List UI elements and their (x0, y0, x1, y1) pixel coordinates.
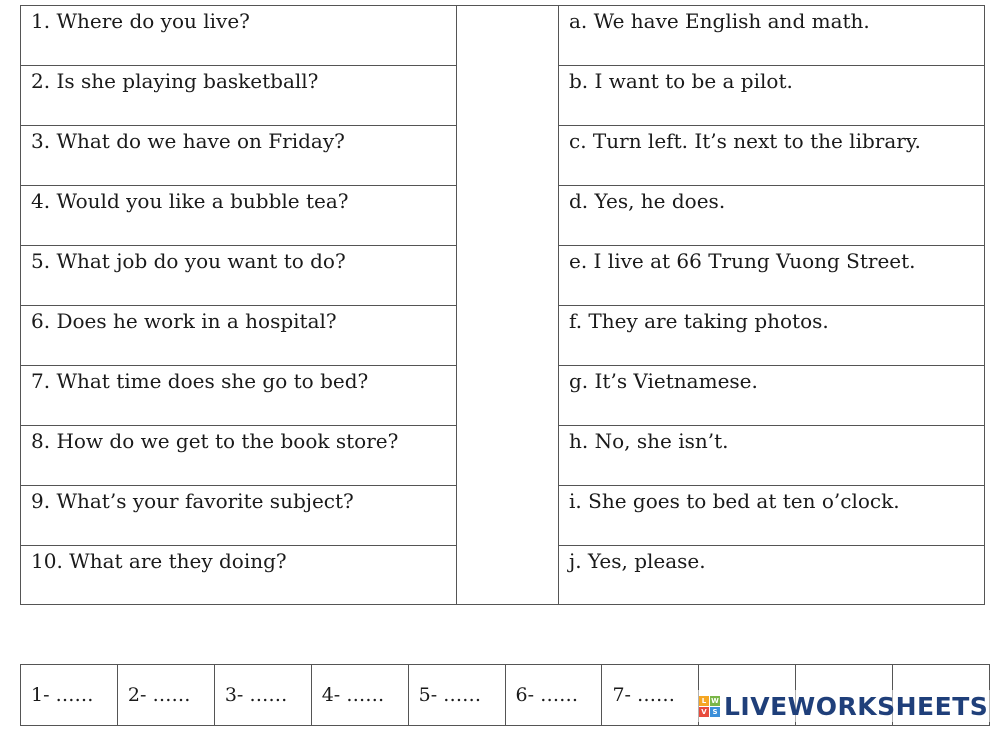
questions-column (21, 6, 457, 604)
logo-grid-letter: S (710, 707, 720, 717)
question-cell: 6. Does he work in a hospital? (21, 306, 456, 366)
question-cell: 7. What time does she go to bed? (21, 366, 456, 426)
blank-column (457, 6, 559, 604)
logo-grid-letter: L (699, 696, 709, 706)
answer-cell: f. They are taking photos. (559, 306, 984, 366)
answer-slot-3[interactable]: 3- …… (215, 665, 312, 725)
answer-slot-1[interactable]: 1- …… (21, 665, 118, 725)
answer-cell: a. We have English and math. (559, 6, 984, 66)
logo-grid-icon (699, 696, 720, 717)
answer-slot-4[interactable]: 4- …… (312, 665, 409, 725)
answer-cell: e. I live at 66 Trung Vuong Street. (559, 246, 984, 306)
answer-cell: b. I want to be a pilot. (559, 66, 984, 126)
question-cell: 9. What’s your favorite subject? (21, 486, 456, 546)
answer-slot-5[interactable]: 5- …… (409, 665, 506, 725)
question-cell: 2. Is she playing basketball? (21, 66, 456, 126)
question-cell: 10. What are they doing? (31, 549, 287, 573)
answer-cell: d. Yes, he does. (559, 186, 984, 246)
matching-table (20, 5, 985, 605)
answer-cell: g. It’s Vietnamese. (559, 366, 984, 426)
answer-cell: c. Turn left. It’s next to the library. (559, 126, 984, 186)
logo-grid-letter: V (699, 707, 709, 717)
answer-cell: j. Yes, please. (569, 549, 706, 573)
question-cell: 1. Where do you live? (21, 6, 456, 66)
liveworksheets-logo (697, 690, 990, 722)
logo-text: LIVEWORKSHEETS (724, 691, 989, 721)
logo-grid-letter: W (711, 696, 719, 705)
answers-column (559, 6, 984, 604)
answer-cell: h. No, she isn’t. (559, 426, 984, 486)
question-cell: 4. Would you like a bubble tea? (21, 186, 456, 246)
question-cell: 8. How do we get to the book store? (21, 426, 456, 486)
answer-slot-2[interactable]: 2- …… (118, 665, 215, 725)
answer-slot-7[interactable]: 7- …… (602, 665, 699, 725)
question-cell: 3. What do we have on Friday? (21, 126, 456, 186)
answer-cell: i. She goes to bed at ten o’clock. (559, 486, 984, 546)
answer-slot-6[interactable]: 6- …… (506, 665, 603, 725)
question-cell: 5. What job do you want to do? (21, 246, 456, 306)
